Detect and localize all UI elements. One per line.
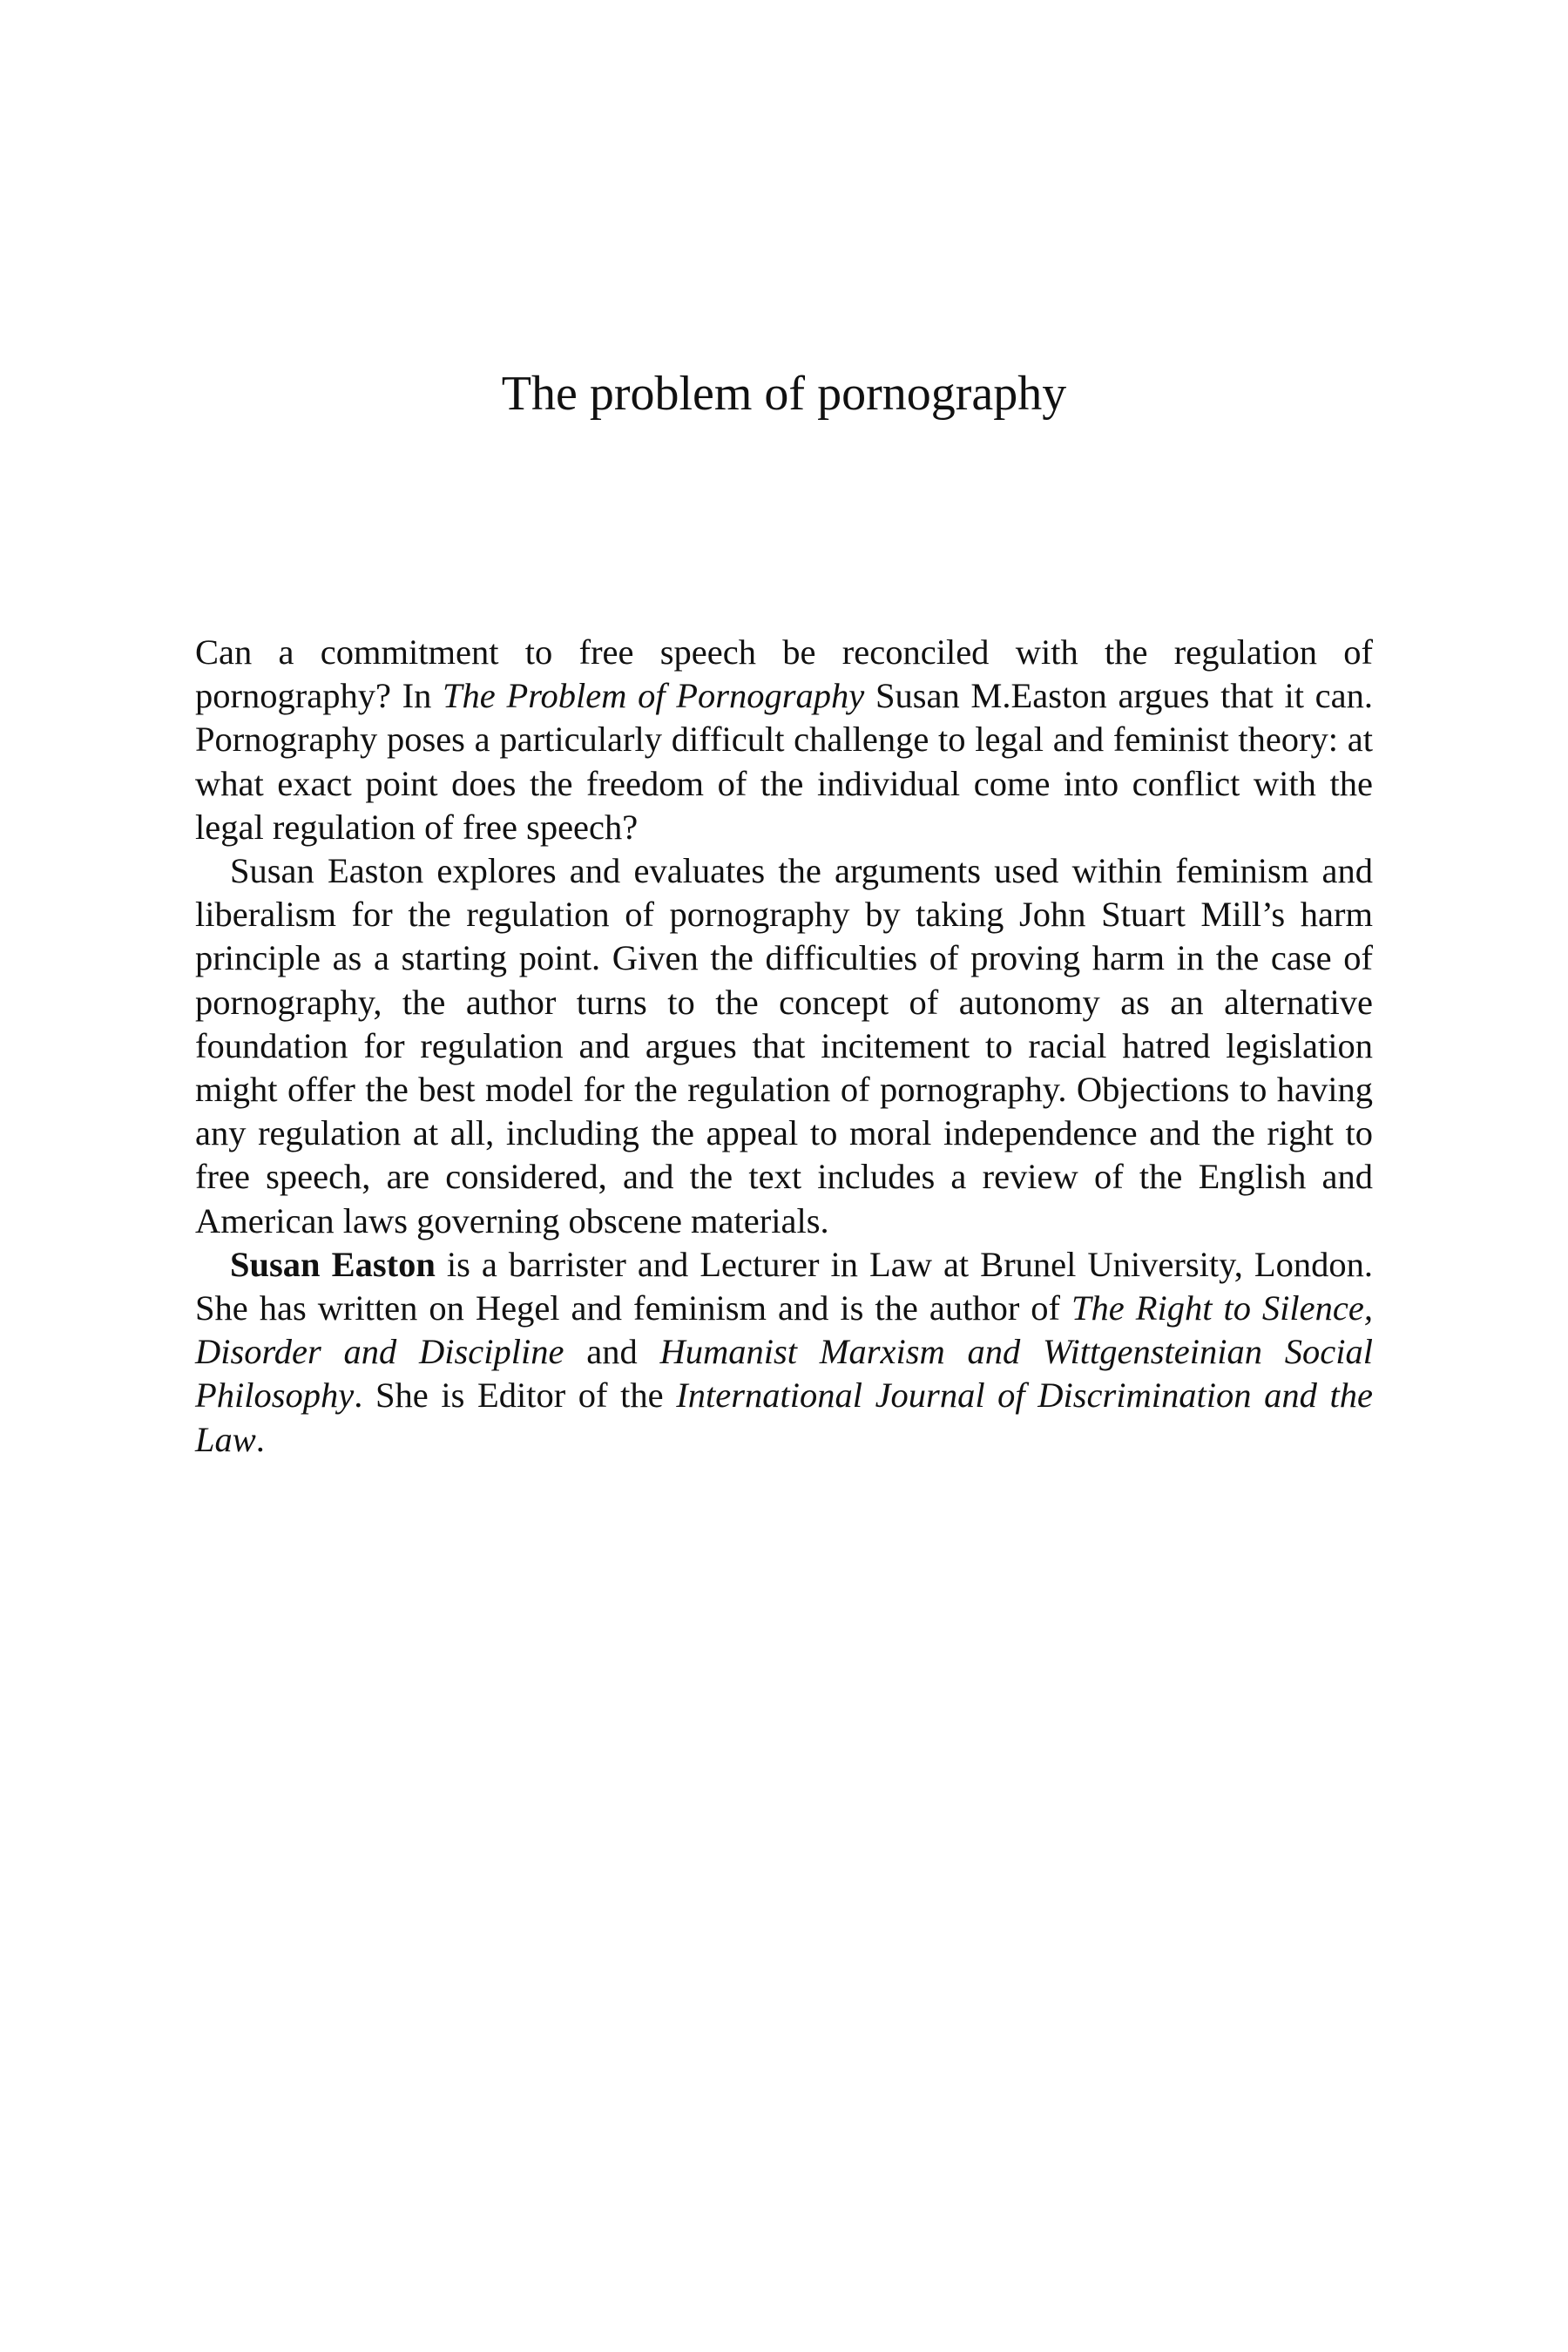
intro-text-end: Susan M.Easton argues that it can. Pornography poses a particularly difficult challenge to legal and feminist theory: at what exact point does the freedom of the individual come into conflict with the legal regulation of free speech? [195, 676, 1374, 847]
author-name: Susan Easton [230, 1244, 436, 1284]
bio-text-1: is a barrister and Lecturer in Law at Brunel University, London. She has written on Hegel and feminism and is the author of [195, 1244, 1374, 1328]
journal-reference: International Journal of Discrimination and the Law [195, 1375, 1373, 1459]
blurb-body [195, 631, 1373, 1462]
intro-paragraph [195, 631, 1373, 849]
book-reference-1: The Right to Silence, Disorder and Discipline [195, 1288, 1373, 1372]
bio-text-2: and [564, 1332, 660, 1372]
page-title: The problem of pornography [501, 367, 1067, 421]
summary-paragraph [195, 849, 1373, 1243]
book-title-reference: The Problem of Pornography [443, 676, 865, 716]
bio-text-3: . She is Editor of the [354, 1375, 677, 1416]
bio-text-4: . [255, 1419, 265, 1459]
author-bio-paragraph [195, 1243, 1373, 1462]
summary-text: Susan Easton explores and evaluates the arguments used within feminism and liberalism for the regulation of pornography by taking John Stuart Mill’s harm principle as a starting point. Given the difficulties of proving harm in the case of pornography, the author turns to the concept of autonomy as an alternative foundation for regulation and argues that incitement to racial hatred legislation might offer the best model for the regulation of pornography. Objections to having any regulation at all, including the appeal to moral independence and the right to free speech, are considered, and the text includes a review of the English and American laws governing obscene materials. [195, 851, 1373, 1240]
intro-text-start: Can a commitment to free speech be reconciled with the regulation of pornography? In [195, 632, 1373, 716]
book-reference-2: Humanist Marxism and Wittgensteinian Social Philosophy [195, 1332, 1373, 1416]
